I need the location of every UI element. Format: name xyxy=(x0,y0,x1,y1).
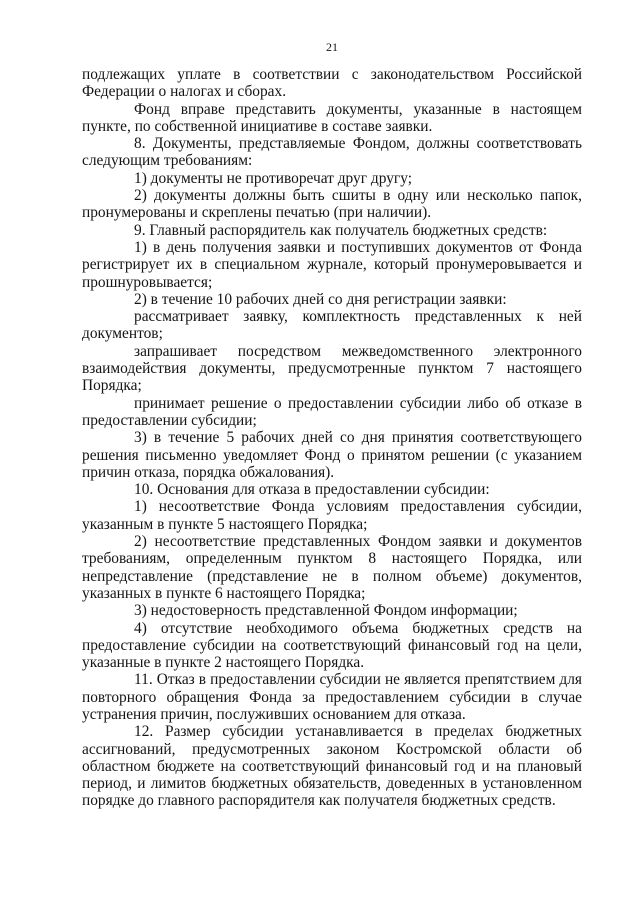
document-body xyxy=(82,66,582,810)
paragraph-item-12: 12. Размер субсидии устанавливается в пределах бюджетных ассигнований, предусмотренных законом Костромской области об областном бюджете на соответствующий финансовый год и на плановый период, и лимитов бюджетных обязательств, доведенных в установленном порядке до главного распорядителя как получателя бюджетных средств. xyxy=(82,723,582,810)
paragraph-item-8: 8. Документы, представляемые Фондом, должны соответствовать следующим требованиям: xyxy=(82,135,582,170)
paragraph-item-9-1: 1) в день получения заявки и поступивших документов от Фонда регистрирует их в специальном журнале, который пронумеровывается и прошнуровывается; xyxy=(82,238,582,291)
paragraph-item-9-2-review: рассматривает заявку, комплектность представленных к ней документов; xyxy=(82,308,582,343)
page-number: 21 xyxy=(326,40,338,54)
paragraph-item-9-2-request: запрашивает посредством межведомственного электронного взаимодействия документы, предусмотренные пунктом 7 настоящего Порядка; xyxy=(82,342,582,395)
paragraph-item-10-3: 3) недостоверность представленной Фондом информации; xyxy=(134,602,518,620)
paragraph-item-8-1: 1) документы не противоречат друг другу; xyxy=(134,169,412,187)
paragraph-item-9-2-decision: принимает решение о предоставлении субсидии либо об отказе в предоставлении субсидии; xyxy=(82,394,582,429)
paragraph-item-9-2: 2) в течение 10 рабочих дней со дня регистрации заявки: xyxy=(134,290,507,308)
paragraph-item-9: 9. Главный распорядитель как получатель бюджетных средств: xyxy=(134,221,548,239)
paragraph-item-11: 11. Отказ в предоставлении субсидии не является препятствием для повторного обращения Фонда за предоставлением субсидии в случае устранения причин, послуживших основанием для отказа. xyxy=(82,671,582,723)
paragraph-item-10-2: 2) несоответствие представленных Фондом заявки и документов требованиям, определенным пунктом 8 настоящего Порядка, или непредставление (представление не в полном объеме) документов, указанных в пункте 6 настоящего Порядка; xyxy=(82,533,582,602)
paragraph-item-10: 10. Основания для отказа в предоставлении субсидии: xyxy=(134,481,490,499)
paragraph-item-9-3: 3) в течение 5 рабочих дней со дня принятия соответствующего решения письменно уведомляет Фонд о принятом решении (с указанием причин отказа, порядка обжалования). xyxy=(82,429,582,481)
paragraph-item-10-1: 1) несоответствие Фонда условиям предоставления субсидии, указанным в пункте 5 настоящего Порядка; xyxy=(82,498,582,533)
paragraph-fund-initiative: Фонд вправе представить документы, указанные в настоящем пункте, по собственной инициативе в составе заявки. xyxy=(82,100,582,135)
paragraph-item-8-2: 2) документы должны быть сшиты в одну или несколько папок, пронумерованы и скреплены печатью (при наличии). xyxy=(82,187,582,222)
paragraph-item-10-4: 4) отсутствие необходимого объема бюджетных средств на предоставление субсидии на соответствующий финансовый год на цели, указанные в пункте 2 настоящего Порядка. xyxy=(82,619,582,672)
paragraph-continuation: подлежащих уплате в соответствии с законодательством Российской Федерации о налогах и сборах. xyxy=(82,66,582,101)
